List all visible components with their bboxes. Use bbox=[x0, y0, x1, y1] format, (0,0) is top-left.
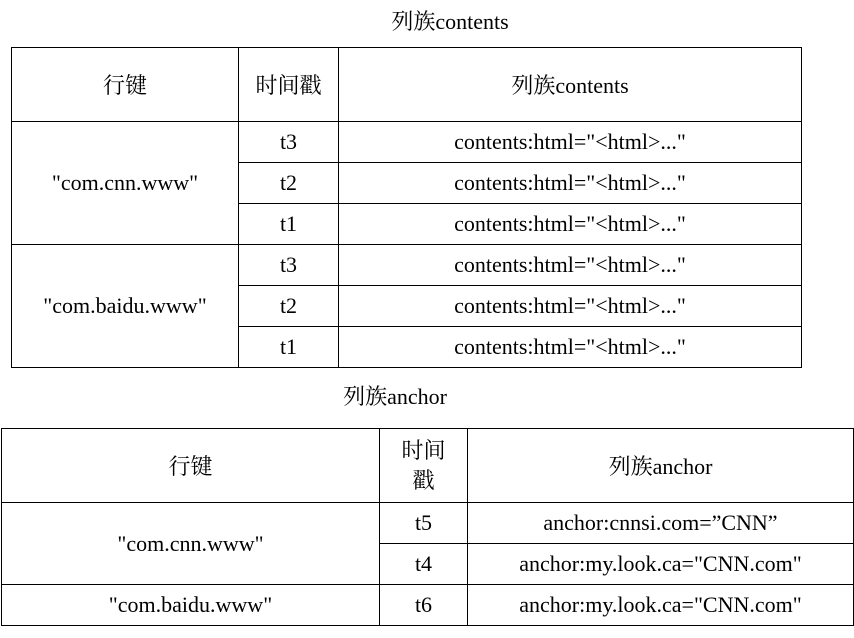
value-cell: contents:html="<html>..." bbox=[339, 204, 802, 245]
table-row bbox=[2, 585, 854, 626]
value-cell: anchor:my.look.ca="CNN.com" bbox=[468, 544, 854, 585]
value-cell: contents:html="<html>..." bbox=[339, 286, 802, 327]
row-key-header: 行键 bbox=[12, 48, 239, 122]
value-cell: contents:html="<html>..." bbox=[339, 327, 802, 368]
timestamp-cell: t1 bbox=[239, 204, 339, 245]
table-row bbox=[12, 122, 802, 163]
row-key-header: 行键 bbox=[2, 429, 380, 503]
anchor-table bbox=[1, 428, 854, 626]
value-cell: contents:html="<html>..." bbox=[339, 122, 802, 163]
timestamp-cell: t3 bbox=[239, 122, 339, 163]
value-cell: contents:html="<html>..." bbox=[339, 163, 802, 204]
column-family-header: 列族contents bbox=[339, 48, 802, 122]
table-header-row bbox=[12, 48, 802, 122]
table-row bbox=[2, 503, 854, 544]
timestamp-cell: t6 bbox=[380, 585, 468, 626]
row-key-cell: "com.baidu.www" bbox=[12, 245, 239, 368]
value-cell: anchor:my.look.ca="CNN.com" bbox=[468, 585, 854, 626]
timestamp-header-line: 时间 bbox=[401, 437, 446, 463]
timestamp-cell: t5 bbox=[380, 503, 468, 544]
contents-table bbox=[11, 47, 802, 368]
timestamp-cell: t4 bbox=[380, 544, 468, 585]
table-row bbox=[12, 245, 802, 286]
value-cell: contents:html="<html>..." bbox=[339, 245, 802, 286]
timestamp-cell: t1 bbox=[239, 327, 339, 368]
anchor-table-caption: 列族anchor bbox=[343, 384, 447, 409]
timestamp-cell: t2 bbox=[239, 163, 339, 204]
timestamp-header: 时间戳 bbox=[239, 48, 339, 122]
row-key-cell: "com.cnn.www" bbox=[2, 503, 380, 585]
contents-table-caption: 列族contents bbox=[391, 9, 509, 34]
table-header-row bbox=[2, 429, 854, 503]
timestamp-cell: t2 bbox=[239, 286, 339, 327]
row-key-cell: "com.baidu.www" bbox=[2, 585, 380, 626]
timestamp-cell: t3 bbox=[239, 245, 339, 286]
timestamp-header bbox=[380, 429, 468, 503]
timestamp-header-line: 戳 bbox=[412, 467, 435, 493]
column-family-header: 列族anchor bbox=[468, 429, 854, 503]
row-key-cell: "com.cnn.www" bbox=[12, 122, 239, 245]
value-cell: anchor:cnnsi.com=”CNN” bbox=[468, 503, 854, 544]
